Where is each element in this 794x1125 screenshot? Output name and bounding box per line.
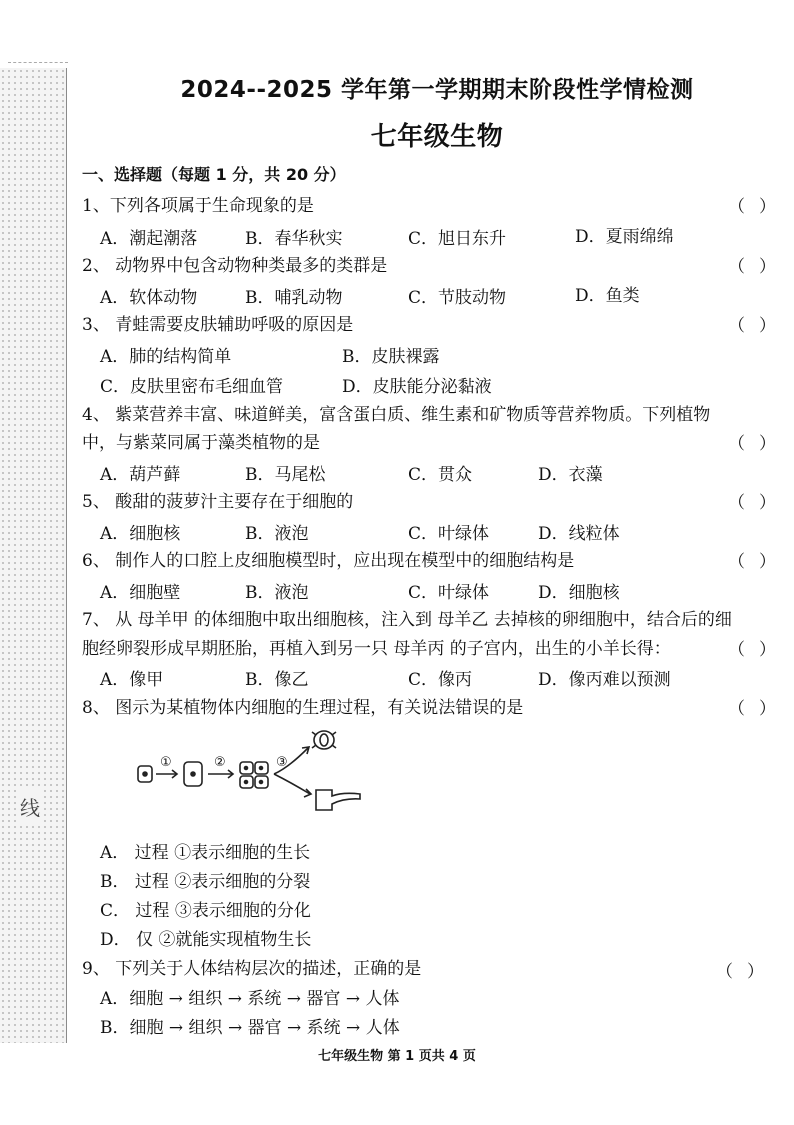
step-2-label: ② (214, 755, 226, 770)
option-a: A．软体动物 (100, 288, 198, 308)
option-d: D．夏雨绵绵 (575, 227, 674, 247)
answer-bracket: （ ） (728, 552, 776, 572)
question-4-stem-cont: 中，与紫菜同属于藻类植物的是 (82, 433, 320, 453)
binding-margin (0, 68, 67, 1043)
option-d: D．皮肤能分泌黏液 (342, 377, 492, 397)
option-a: A． 过程 ①表示细胞的生长 (100, 843, 311, 863)
option-d: D．细胞核 (538, 583, 620, 603)
binding-edge (8, 62, 68, 71)
answer-bracket: （ ） (728, 197, 776, 217)
answer-bracket: （ ） (728, 699, 776, 719)
option-b: B．像乙 (245, 670, 309, 690)
answer-bracket: （ ） (728, 640, 776, 660)
option-b: B．液泡 (245, 524, 309, 544)
option-a: A．细胞核 (100, 524, 181, 544)
option-a: A．肺的结构简单 (100, 347, 232, 367)
question-2-stem: 2、 动物界中包含动物种类最多的类群是 (82, 256, 388, 276)
step-3-label: ③ (276, 755, 288, 770)
option-a: A．葫芦藓 (100, 465, 181, 485)
cell-process-diagram (128, 726, 378, 816)
margin-line-label: 线 (20, 790, 40, 823)
option-c: C．贯众 (408, 465, 473, 485)
option-c: C．皮肤里密布毛细血管 (100, 377, 284, 397)
answer-bracket: （ ） (728, 316, 776, 336)
option-d: D．线粒体 (538, 524, 620, 544)
option-a: A．像甲 (100, 670, 164, 690)
option-c: C． 过程 ③表示细胞的分化 (100, 901, 311, 921)
question-7-stem-cont: 胞经卵裂形成早期胚胎，再植入到另一只 母羊丙 的子宫内，出生的小羊长得： (82, 639, 671, 659)
option-c: C．叶绿体 (408, 583, 490, 603)
exam-title: 2024--2025 学年第一学期期末阶段性学情检测 (180, 77, 694, 103)
question-9-stem: 9、 下列关于人体结构层次的描述，正确的是 (82, 959, 422, 979)
option-a: A．细胞壁 (100, 583, 181, 603)
answer-bracket: （ ） (728, 493, 776, 513)
option-b: B．液泡 (245, 583, 309, 603)
answer-bracket: （ ） (728, 257, 776, 277)
question-7-stem: 7、 从 母羊甲 的体细胞中取出细胞核，注入到 母羊乙 去掉核的卵细胞中，结合后的细 (82, 610, 732, 630)
option-b: B．细胞 → 组织 → 器官 → 系统 → 人体 (100, 1018, 400, 1038)
answer-bracket: （ ） (716, 962, 764, 982)
question-3-stem: 3、 青蛙需要皮肤辅助呼吸的原因是 (82, 315, 354, 335)
option-c: C．旭日东升 (408, 229, 507, 249)
option-c: C．节肢动物 (408, 288, 507, 308)
question-5-stem: 5、 酸甜的菠萝汁主要存在于细胞的 (82, 492, 354, 512)
question-8-stem: 8、 图示为某植物体内细胞的生理过程，有关说法错误的是 (82, 698, 524, 718)
option-d: D．衣藻 (538, 465, 603, 485)
option-d: D． 仅 ②就能实现植物生长 (100, 930, 312, 950)
option-b: B．哺乳动物 (245, 288, 343, 308)
step-1-label: ① (160, 755, 172, 770)
option-d: D．鱼类 (575, 286, 640, 306)
question-6-stem: 6、 制作人的口腔上皮细胞模型时，应出现在模型中的细胞结构是 (82, 551, 575, 571)
option-a: A．潮起潮落 (100, 229, 198, 249)
option-b: B．皮肤裸露 (342, 347, 440, 367)
answer-bracket: （ ） (728, 434, 776, 454)
option-b: B．马尾松 (245, 465, 326, 485)
exam-subject: 七年级生物 (370, 122, 504, 152)
option-c: C．像丙 (408, 670, 473, 690)
section-heading: 一、选择题（每题 1 分，共 20 分） (82, 165, 346, 184)
option-b: B． 过程 ②表示细胞的分裂 (100, 872, 311, 892)
question-4-stem: 4、 紫菜营养丰富、味道鲜美，富含蛋白质、维生素和矿物质等营养物质。下列植物 (82, 405, 711, 425)
page-footer: 七年级生物 第 1 页共 4 页 (318, 1049, 476, 1064)
option-c: C．叶绿体 (408, 524, 490, 544)
option-d: D．像丙难以预测 (538, 670, 671, 690)
question-1-stem: 1、下列各项属于生命现象的是 (82, 196, 314, 216)
option-b: B．春华秋实 (245, 229, 343, 249)
option-a: A．细胞 → 组织 → 系统 → 器官 → 人体 (100, 989, 400, 1009)
